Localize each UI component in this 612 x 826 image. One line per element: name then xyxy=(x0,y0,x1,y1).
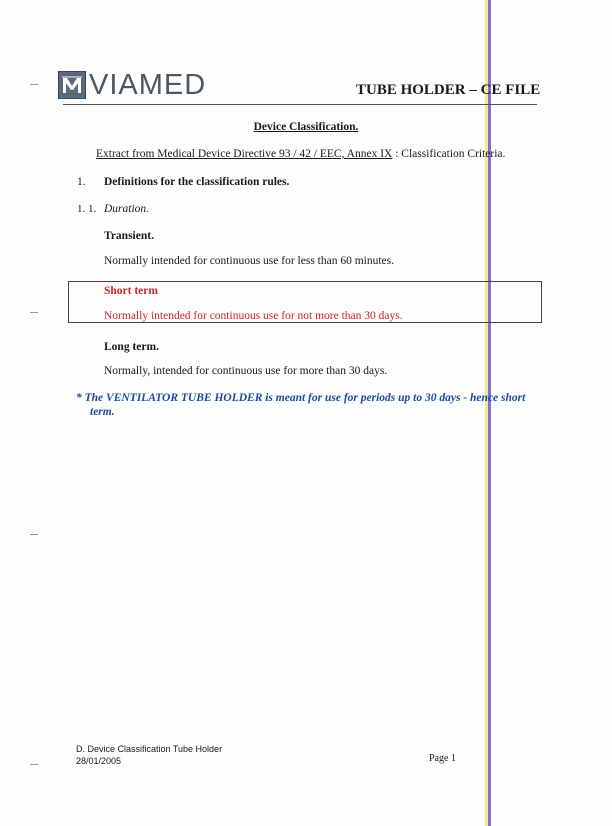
section-number: 1. xyxy=(77,176,86,188)
hole-punch-mark xyxy=(30,312,38,313)
extract-line xyxy=(96,148,505,160)
extract-tail: : Classification Criteria. xyxy=(392,148,506,160)
subsection-number: 1. 1. xyxy=(77,203,97,215)
document-title: TUBE HOLDER – CE FILE xyxy=(356,82,541,98)
footer-doc-ref: D. Device Classification Tube Holder xyxy=(76,744,223,754)
header-rule xyxy=(63,104,537,105)
footer-reference xyxy=(76,743,222,767)
footer-date: 28/01/2005 xyxy=(76,756,122,766)
term-short-description: Normally intended for continuous use for not more than 30 days. xyxy=(104,310,403,322)
classification-note xyxy=(76,391,542,419)
company-logo xyxy=(58,70,206,100)
page-number: Page 1 xyxy=(429,753,456,764)
note-line-2: term. xyxy=(90,406,115,418)
section-title: Definitions for the classification rules. xyxy=(104,176,290,188)
hole-punch-mark xyxy=(30,84,38,85)
note-line-1: * The VENTILATOR TUBE HOLDER is meant for use for periods up to 30 days - hence short xyxy=(76,392,526,404)
hole-punch-mark xyxy=(30,534,38,535)
subsection-title: Duration. xyxy=(104,203,150,215)
page-heading: Device Classification. xyxy=(253,121,359,133)
extract-lead: Extract from Medical Device Directive 93 / 42 / EEC, Annex IX xyxy=(96,148,393,160)
term-long: Long term. xyxy=(104,341,159,353)
hole-punch-mark xyxy=(30,764,38,765)
logo-mark-icon xyxy=(58,71,86,99)
logo-text: VIAMED xyxy=(89,68,207,101)
term-transient: Transient. xyxy=(104,230,154,242)
term-short: Short term xyxy=(104,285,158,297)
term-transient-description: Normally intended for continuous use for less than 60 minutes. xyxy=(104,255,395,267)
term-long-description: Normally, intended for continuous use for more than 30 days. xyxy=(104,365,388,377)
